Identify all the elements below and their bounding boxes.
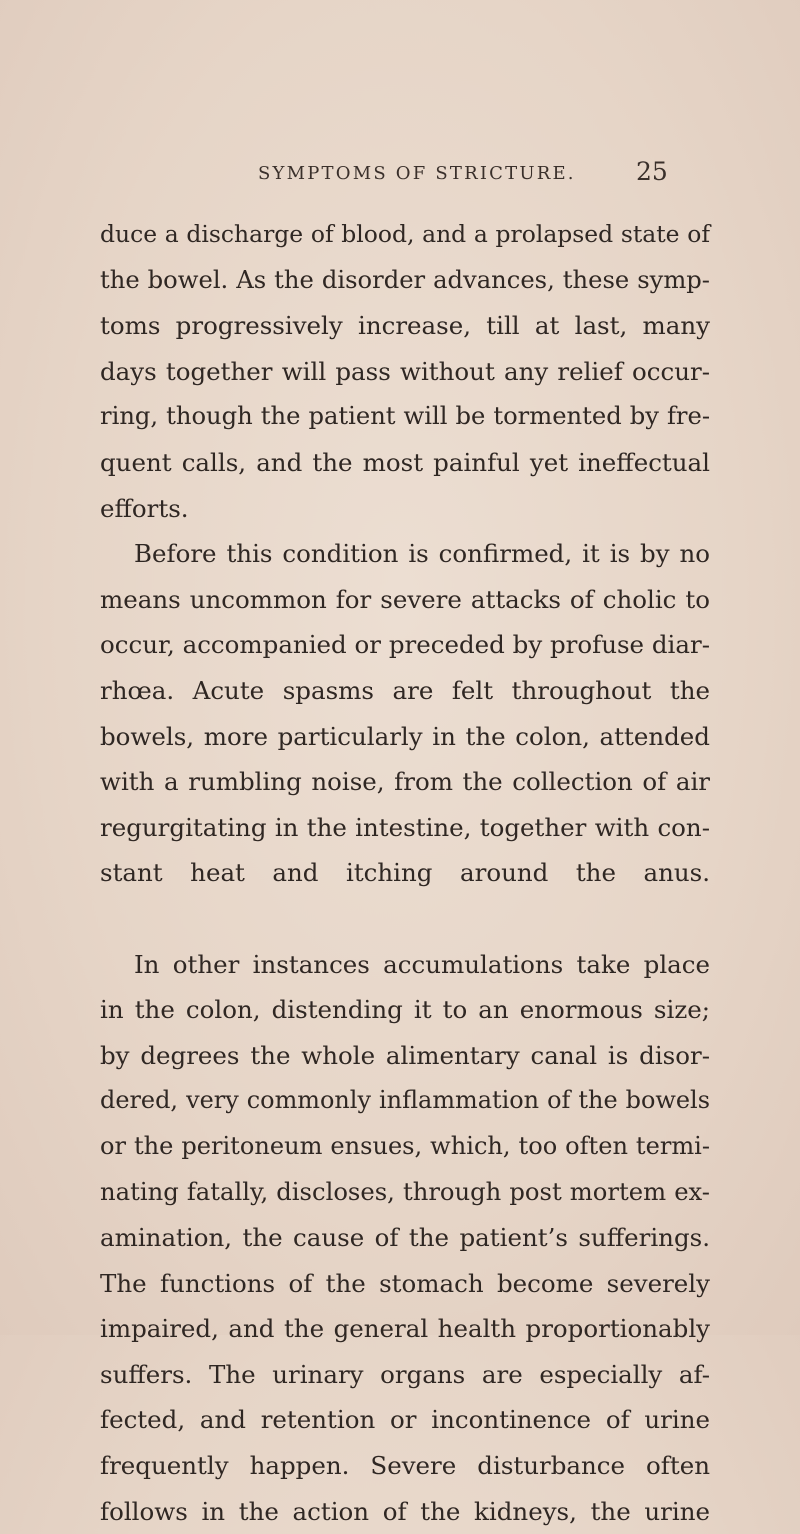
text-line: regurgitating in the intestine, together with con- (100, 805, 710, 851)
text-line: means uncommon for severe attacks of cholic to (100, 577, 710, 623)
text-line: the bowel. As the disorder advances, these symp- (100, 258, 710, 304)
text-line: or the peritoneum ensues, which, too often termi- (100, 1124, 710, 1170)
page-header (0, 163, 800, 193)
text-line: dered, very commonly inflammation of the bowels (100, 1078, 710, 1124)
text-line: bowels, more particularly in the colon, attended (100, 714, 710, 760)
text-line: fected, and retention or incontinence of urine (100, 1397, 710, 1443)
paragraph (100, 212, 710, 531)
text-line: The functions of the stomach become severely (100, 1261, 710, 1307)
text-line: follows in the action of the kidneys, the urine (100, 1489, 710, 1534)
text-line: frequently happen. Severe disturbance often (100, 1443, 710, 1489)
text-line: occur, accompanied or preceded by profuse diar- (100, 622, 710, 668)
text-line: ring, though the patient will be tormented by fre- (100, 394, 710, 440)
text-line: amination, the cause of the patient’s sufferings. (100, 1215, 710, 1261)
text-line: toms progressively increase, till at last, many (100, 303, 710, 349)
running-head: SYMPTOMS OF STRICTURE. (258, 163, 576, 184)
page-number: 25 (636, 157, 668, 186)
text-line: In other instances accumulations take place (100, 942, 710, 988)
text-line: stant heat and itching around the anus. (100, 850, 710, 896)
text-line: nating fatally, discloses, through post mortem ex- (100, 1169, 710, 1215)
text-line: rhœa. Acute spasms are felt throughout the (100, 668, 710, 714)
paragraph (100, 942, 710, 1534)
text-line: days together will pass without any relief occur- (100, 349, 710, 395)
text-line: duce a discharge of blood, and a prolapsed state of (100, 212, 710, 258)
body-text (100, 212, 710, 1534)
text-line: in the colon, distending it to an enormous size; (100, 987, 710, 1033)
text-line: Before this condition is confirmed, it is by no (100, 531, 710, 577)
text-line: suffers. The urinary organs are especially af- (100, 1352, 710, 1398)
paragraph (100, 531, 710, 941)
text-line: with a rumbling noise, from the collection of air (100, 759, 710, 805)
text-line: efforts. (100, 486, 710, 532)
text-line: by degrees the whole alimentary canal is disor- (100, 1033, 710, 1079)
text-line: quent calls, and the most painful yet ineffectual (100, 440, 710, 486)
text-line: impaired, and the general health proportionably (100, 1306, 710, 1352)
text-line (100, 896, 710, 942)
